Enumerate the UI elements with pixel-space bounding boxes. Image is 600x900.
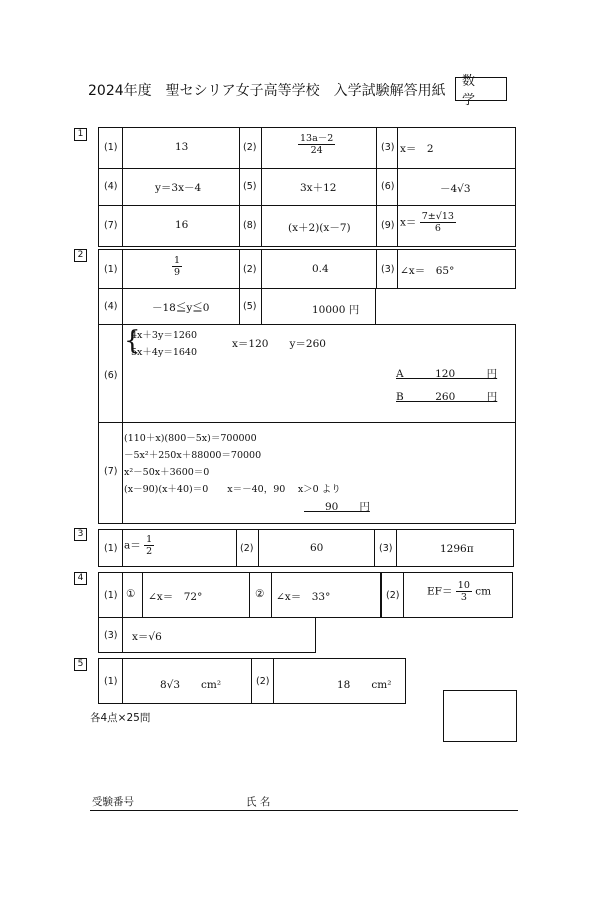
q3-1-prefix: a＝ (124, 539, 141, 552)
q1-4-label: (4) (104, 181, 118, 192)
q4-3-label: (3) (104, 630, 118, 641)
q2-6-label: (6) (104, 370, 118, 381)
q3-1-denominator: 2 (146, 546, 153, 557)
page-title: 2024年度 聖セシリア女子高等学校 入学試験解答用紙 (88, 83, 446, 99)
q2-1-numerator: 1 (174, 255, 181, 266)
q1-4-answer: y＝3x－4 (155, 182, 202, 194)
q1-5-answer: 3x＋12 (300, 182, 337, 194)
q2-6-equation-1: 4x＋3y＝1260 (131, 330, 197, 341)
q2-1-label: (1) (104, 264, 118, 275)
section-3-number: 3 (74, 528, 87, 541)
q2-3-label: (3) (381, 264, 395, 275)
q3-2-label: (2) (240, 543, 254, 554)
q4-1-circle-1: ① (126, 588, 136, 600)
q4-2-prefix: EF＝ (427, 585, 453, 598)
q1-6-label: (6) (381, 181, 395, 192)
q1-3-answer: x＝ 2 (400, 143, 434, 155)
q1-8-answer: (x＋2)(x－7) (288, 222, 351, 234)
q4-2-label: (2) (386, 590, 400, 601)
q1-9-answer (400, 211, 456, 234)
q2-5-label: (5) (243, 301, 257, 312)
q2-2-answer: 0.4 (312, 263, 329, 275)
q2-1-answer (172, 255, 182, 278)
q3-2-answer: 60 (310, 542, 324, 554)
q2-6-answer-a: A 120 円 (396, 368, 498, 380)
q2-5-answer: 10000 円 (312, 304, 360, 316)
section-4-number: 4 (74, 572, 87, 585)
q2-2-label: (2) (243, 264, 257, 275)
q1-6-answer: －4√3 (440, 183, 471, 195)
q3-1-label: (1) (104, 543, 118, 554)
q2-4-answer: －18≦y≦0 (152, 302, 210, 314)
q3-3-label: (3) (379, 543, 393, 554)
q4-2-unit: cm (475, 585, 492, 598)
q4-3-answer: x＝√6 (132, 631, 162, 643)
q2-6-solution: x＝120 y＝260 (232, 338, 326, 350)
q2-1-denominator: 9 (174, 267, 181, 278)
q4-1-answer-1: ∠x＝ 72° (148, 591, 203, 603)
q1-3-label: (3) (381, 142, 395, 153)
q2-7-line-4: (x－90)(x＋40)＝0 x＝－40，90 x＞0 より (124, 484, 341, 495)
signature-line[interactable] (90, 810, 518, 811)
q2-6-answer-b: B 260 円 (396, 391, 498, 403)
q1-5-label: (5) (243, 181, 257, 192)
q3-3-answer: 1296π (440, 543, 474, 555)
section-5-number: 5 (74, 658, 87, 671)
q4-1-answer-2: ∠x＝ 33° (276, 591, 331, 603)
q3-1-numerator: 1 (146, 534, 153, 545)
q1-7-answer: 16 (175, 219, 189, 231)
q5-2-label: (2) (256, 676, 270, 687)
q5-1-label: (1) (104, 676, 118, 687)
q1-2-numerator: 13a－2 (300, 133, 334, 144)
q4-1-circle-2: ② (255, 588, 265, 600)
name-label: 氏 名 (246, 796, 271, 808)
q1-8-label: (8) (243, 220, 257, 231)
q1-2-answer (298, 133, 335, 156)
q1-9-label: (9) (381, 220, 395, 231)
q1-9-prefix: x＝ (400, 216, 417, 229)
q2-7-label: (7) (104, 466, 118, 477)
q1-2-label: (2) (243, 142, 257, 153)
q4-2-answer (427, 580, 491, 603)
q2-7-work (124, 430, 341, 498)
q1-9-denominator: 6 (434, 223, 441, 234)
q2-3-answer: ∠x＝ 65° (400, 265, 455, 277)
subject-box: 数 学 (455, 77, 507, 101)
q2-7-answer: 90 円 (304, 501, 370, 513)
q5-2-answer: 18 cm² (337, 679, 392, 691)
q1-1-label: (1) (104, 142, 118, 153)
q2-7-line-1: (110＋x)(800－5x)＝700000 (124, 433, 257, 444)
q1-1-answer: 13 (175, 141, 189, 153)
score-box[interactable] (443, 690, 517, 742)
q1-7-label: (7) (104, 220, 118, 231)
q2-6-equation-2: 5x＋4y＝1640 (131, 347, 197, 358)
brace-icon: { (124, 326, 141, 356)
section-1-number: 1 (74, 128, 87, 141)
q2-7-line-2: －5x²＋250x＋88000＝70000 (124, 450, 262, 461)
q4-3-cell (98, 617, 316, 653)
q3-1-answer (124, 534, 154, 557)
q1-2-denominator: 24 (310, 145, 323, 156)
q5-1-answer: 8√3 cm² (160, 679, 222, 691)
points-note: 各4点×25問 (90, 712, 151, 724)
q4-1-label: (1) (104, 590, 118, 601)
section-2-number: 2 (74, 249, 87, 262)
q2-7-line-3: x²－50x＋3600＝0 (124, 467, 210, 478)
q2-6-work (131, 327, 197, 361)
exam-number-label: 受験番号 (92, 796, 134, 808)
q4-2-denominator: 3 (460, 592, 467, 603)
q2-4-label: (4) (104, 301, 118, 312)
q1-9-numerator: 7±√13 (421, 211, 454, 222)
q4-2-numerator: 10 (457, 580, 470, 591)
